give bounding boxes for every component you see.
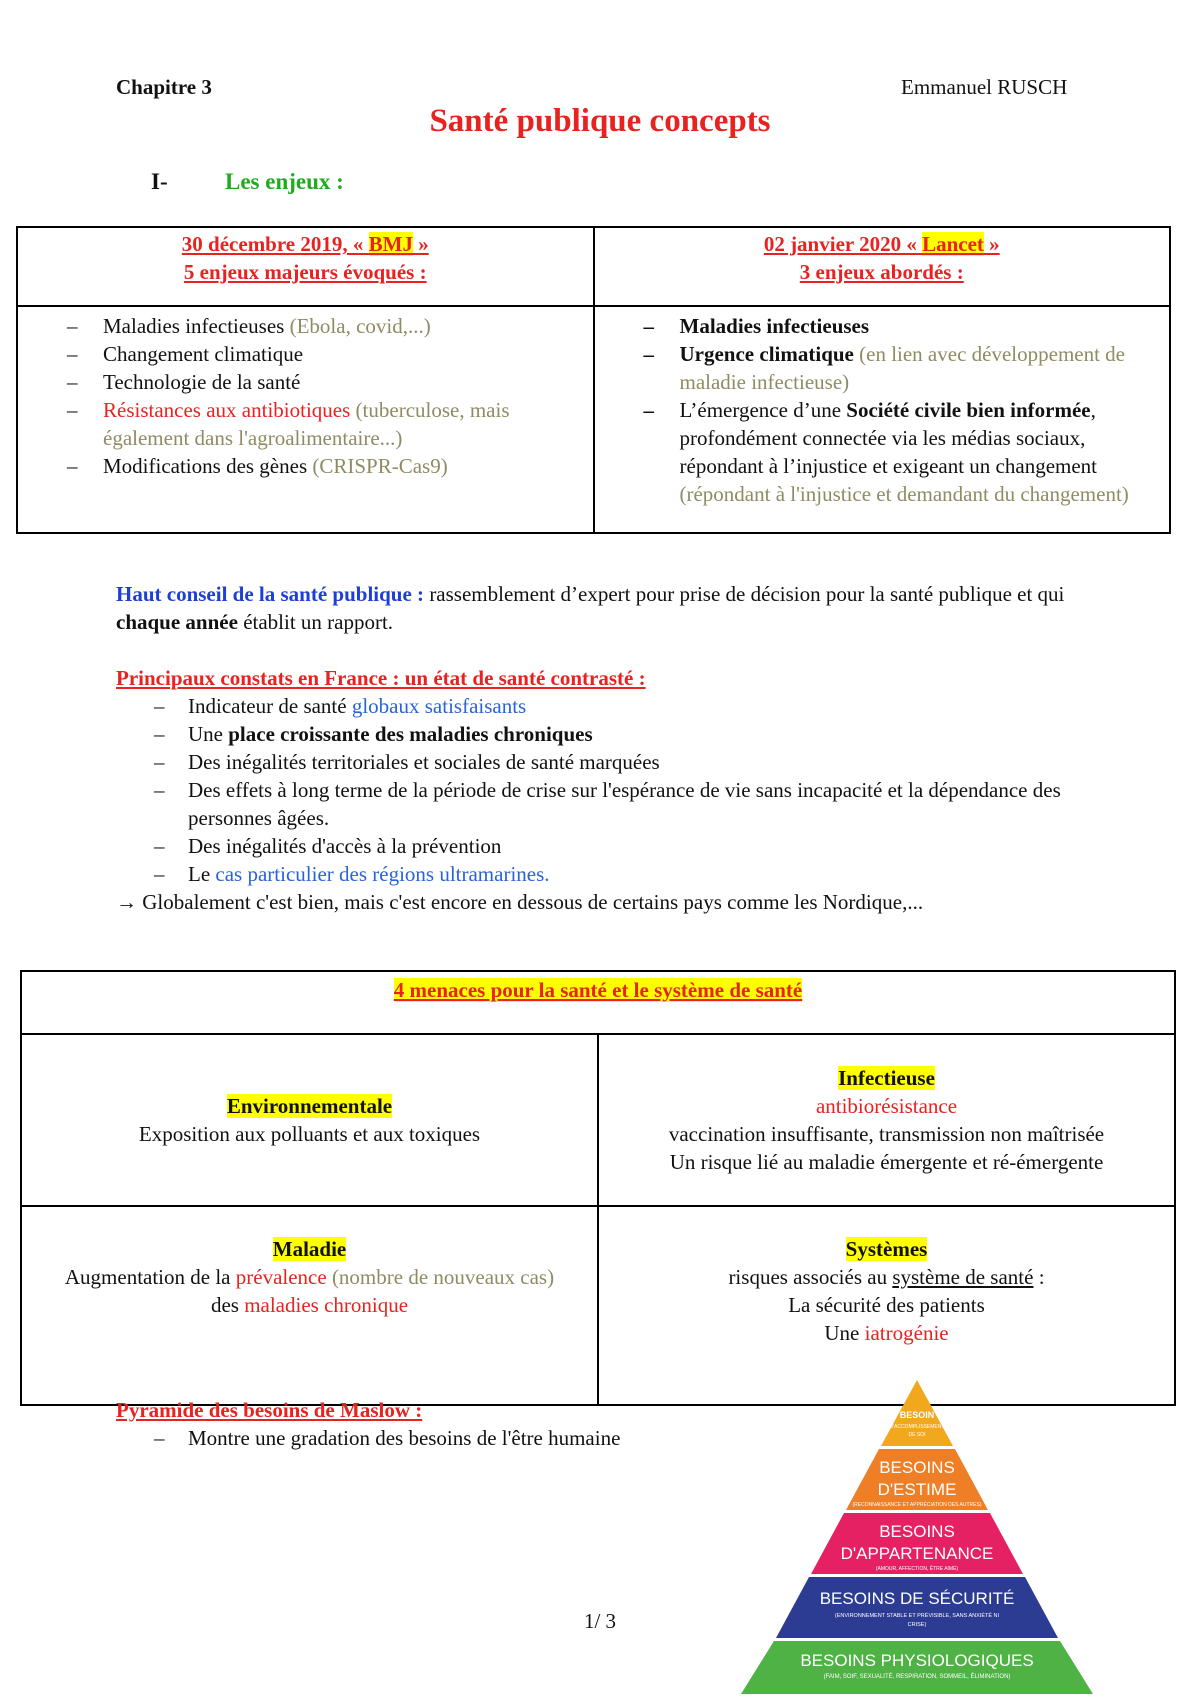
list-item: – Changement climatique (67, 342, 304, 366)
pyr-phys-1: BESOINS PHYSIOLOGIQUES (800, 1651, 1034, 1670)
pyr-estime-1: BESOINS (879, 1458, 955, 1477)
list-item: – Une place croissante des maladies chroniques (154, 722, 593, 746)
constats-heading: Principaux constats en France : un état de santé contrasté : (116, 666, 646, 690)
menace-environnementale (21, 1034, 598, 1206)
list-item: – Des effets à long terme de la période de crise sur l'espérance de vie sans incapacité et la dépendance des personnes âgées. (154, 778, 1061, 830)
list-item: – Indicateur de santé globaux satisfaisants (154, 694, 527, 718)
pyr-app-2: D'APPARTENANCE (840, 1544, 994, 1563)
bmj-subtitle: 5 enjeux majeurs évoqués : (183, 260, 427, 284)
bmj-list-cell (17, 306, 594, 533)
bmj-header-cell (17, 227, 594, 306)
lancet-subtitle: 3 enjeux abordés : (799, 260, 964, 284)
pyr-sec-sub-1: (ENVIRONNEMENT STABLE ET PRÉVISIBLE, SANS ANXIÉTÉ NI (834, 1613, 1000, 1619)
bmj-date-line: 30 décembre 2019, « BMJ » (181, 232, 429, 256)
list-item: – Maladies infectieuses (643, 314, 870, 338)
pyr-top-1: BESOIN (899, 1410, 935, 1420)
pyr-top-3: DE SOI (908, 1432, 926, 1438)
maslow-pyramid (732, 1376, 1102, 1696)
sys-line3: Une iatrogénie (824, 1321, 949, 1345)
section-label: Les enjeux : (225, 169, 344, 194)
hcsp-paragraph: Haut conseil de la santé publique : rassemblement d’expert pour prise de décision pour la santé publique et qui chaque année établit un rapport. (116, 582, 1065, 634)
pyr-sec-sub-2: CRISE) (907, 1622, 927, 1628)
menaces-table (20, 970, 1176, 1406)
hcsp-label: Haut conseil de la santé publique : (116, 582, 425, 606)
menaces-title-cell (21, 971, 1175, 1034)
page-title: Santé publique concepts (429, 103, 771, 139)
lancet-header-cell (594, 227, 1171, 306)
conclusion-line: → Globalement c'est bien, mais c'est encore en dessous de certains pays comme les Nordique,... (116, 890, 924, 914)
bmj-list (19, 312, 592, 480)
list-item: – Le cas particulier des régions ultramarines. (154, 862, 550, 886)
pyr-phys-sub: (FAIM, SOIF, SEXUALITÉ, RESPIRATION, SOMMEIL, ÉLIMINATION) (823, 1674, 1011, 1680)
lancet-date-line: 02 janvier 2020 « Lancet » (763, 232, 1000, 256)
inf-line2: vaccination insuffisante, transmission non maîtrisée (668, 1122, 1105, 1146)
list-item: – L’émergence d’une Société civile bien informée, profondément connectée via les médias sociaux, répondant à l’injustice et exigeant un changement (répondant à l'injustice et demandant du changement) (643, 398, 1129, 506)
list-item: – Technologie de la santé (67, 370, 301, 394)
env-text: Exposition aux polluants et aux toxiques (138, 1122, 481, 1146)
inf-red: antibiorésistance (815, 1094, 958, 1118)
bmj-highlight: BMJ (368, 232, 413, 256)
pyr-app-1: BESOINS (879, 1522, 955, 1541)
maslow-heading: Pyramide des besoins de Maslow : (116, 1398, 423, 1422)
inf-label: Infectieuse (838, 1066, 935, 1090)
menace-infectieuse (598, 1034, 1175, 1206)
pyr-estime-2: D'ESTIME (877, 1480, 957, 1499)
page-number: 1/ 3 (583, 1609, 617, 1633)
menaces-title: 4 menaces pour la santé et le système de santé (393, 978, 803, 1002)
list-item: – Résistances aux antibiotiques (tuberculose, mais également dans l'agroalimentaire...) (67, 398, 510, 450)
enjeux-table (16, 226, 1171, 534)
list-item: – Modifications des gènes (CRISPR-Cas9) (67, 454, 448, 478)
constats-list (116, 692, 1076, 888)
inf-line3: Un risque lié au maladie émergente et ré-émergente (669, 1150, 1104, 1174)
mal-line2: des maladies chronique (210, 1293, 409, 1317)
menace-maladie (21, 1206, 598, 1405)
lancet-highlight: Lancet (922, 232, 984, 256)
pyr-top-2: D'ACCOMPLISSEMENT (889, 1424, 945, 1430)
list-item: – Des inégalités d'accès à la prévention (154, 834, 502, 858)
list-item: – Urgence climatique (en lien avec développement de maladie infectieuse) (643, 342, 1125, 394)
mal-label: Maladie (272, 1237, 347, 1261)
lancet-list-cell (594, 306, 1171, 533)
section-heading (151, 169, 344, 195)
author-name: Emmanuel RUSCH (901, 75, 1068, 99)
pyr-estime-sub: (RECONNAISSANCE ET APPRÉCIATION DES AUTRES) (852, 1502, 982, 1508)
list-item: – Des inégalités territoriales et sociales de santé marquées (154, 750, 660, 774)
list-item: – Maladies infectieuses (Ebola, covid,...) (67, 314, 431, 338)
sys-line2: La sécurité des patients (788, 1293, 985, 1317)
maslow-list-item: – Montre une gradation des besoins de l'être humaine (154, 1426, 621, 1450)
sys-label: Systèmes (845, 1237, 928, 1261)
section-number: I- (151, 169, 168, 194)
mal-line1: Augmentation de la prévalence (nombre de nouveaux cas) (64, 1265, 555, 1289)
env-label: Environnementale (226, 1094, 393, 1118)
sys-line1: risques associés au système de santé : (728, 1265, 1045, 1289)
chapter-label: Chapitre 3 (116, 75, 212, 99)
pyr-sec-1: BESOINS DE SÉCURITÉ (819, 1589, 1015, 1608)
lancet-list (596, 312, 1169, 508)
pyr-app-sub: (AMOUR, AFFECTION, ÊTRE AIMÉ) (875, 1566, 959, 1572)
